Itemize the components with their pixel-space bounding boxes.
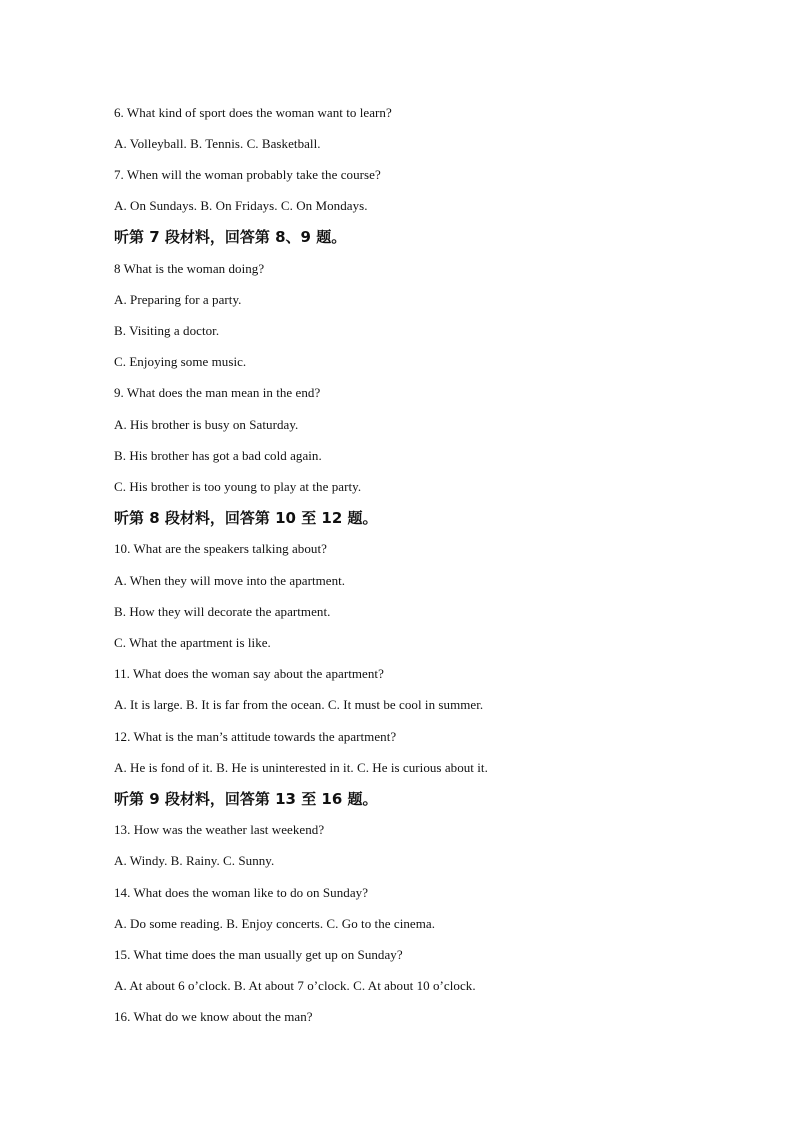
question-8-option-c: C. Enjoying some music. — [114, 354, 247, 369]
question-14-text: 14. What does the woman like to do on Sunday? — [114, 885, 369, 900]
question-11-text: 11. What does the woman say about the apartment? — [114, 666, 384, 681]
question-15-text: 15. What time does the man usually get up on Sunday? — [114, 947, 403, 962]
question-8-option-b: B. Visiting a doctor. — [114, 323, 220, 338]
question-13-options: A. Windy. B. Rainy. C. Sunny. — [114, 853, 275, 868]
question-7-options: A. On Sundays. B. On Fridays. C. On Mondays. — [114, 198, 368, 213]
question-13-text: 13. How was the weather last weekend? — [114, 822, 325, 837]
question-9-option-a: A. His brother is busy on Saturday. — [114, 417, 299, 432]
question-14-options: A. Do some reading. B. Enjoy concerts. C. Go to the cinema. — [114, 916, 436, 931]
section-heading-7: 听第 7 段材料，回答第 8、9 题。 — [114, 228, 347, 246]
question-9-option-b: B. His brother has got a bad cold again. — [114, 448, 322, 463]
question-10-option-c: C. What the apartment is like. — [114, 635, 271, 650]
question-9-option-c: C. His brother is too young to play at the party. — [114, 479, 362, 494]
section-heading-9: 听第 9 段材料，回答第 13 至 16 题。 — [114, 790, 378, 808]
question-10-text: 10. What are the speakers talking about? — [114, 541, 327, 556]
question-12-options: A. He is fond of it. B. He is uninterested in it. C. He is curious about it. — [114, 760, 488, 775]
section-heading-8: 听第 8 段材料，回答第 10 至 12 题。 — [114, 509, 378, 527]
question-10-option-a: A. When they will move into the apartment. — [114, 573, 346, 588]
question-11-options: A. It is large. B. It is far from the ocean. C. It must be cool in summer. — [114, 697, 484, 712]
question-10-option-b: B. How they will decorate the apartment. — [114, 604, 331, 619]
question-16-text: 16. What do we know about the man? — [114, 1009, 313, 1024]
question-8-text: 8 What is the woman doing? — [114, 261, 265, 276]
question-12-text: 12. What is the man’s attitude towards the apartment? — [114, 729, 397, 744]
question-8-option-a: A. Preparing for a party. — [114, 292, 242, 307]
question-7-text: 7. When will the woman probably take the course? — [114, 167, 381, 182]
question-15-options: A. At about 6 o’clock. B. At about 7 o’clock. C. At about 10 o’clock. — [114, 978, 476, 993]
question-6-text: 6. What kind of sport does the woman want to learn? — [114, 105, 392, 120]
question-6-options: A. Volleyball. B. Tennis. C. Basketball. — [114, 136, 321, 151]
question-9-text: 9. What does the man mean in the end? — [114, 385, 321, 400]
